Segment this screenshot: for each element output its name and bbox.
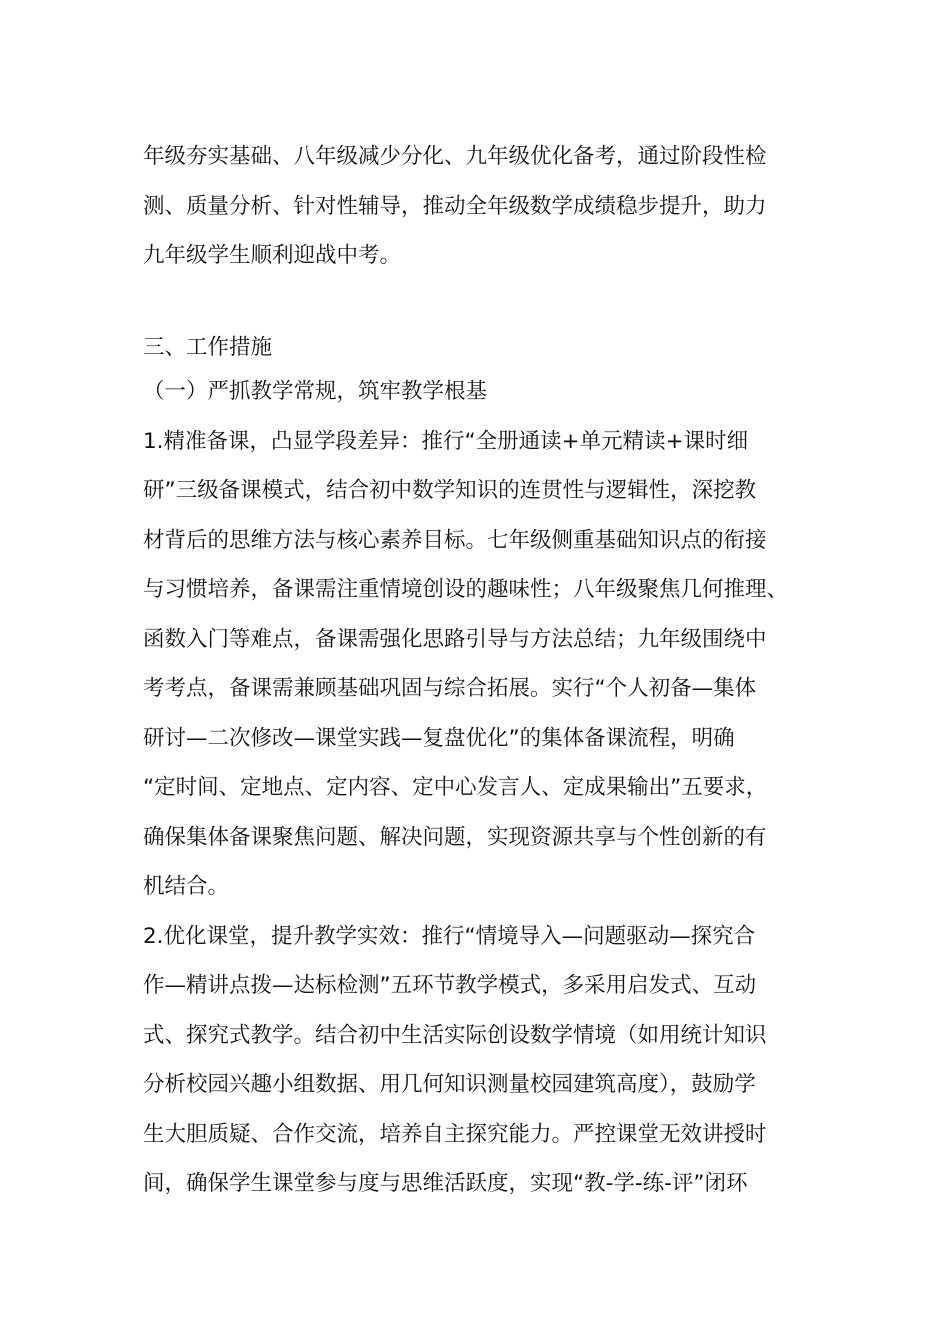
text-line: 函数入门等难点，备课需强化思路引导与方法总结；九年级围绕中 bbox=[143, 626, 767, 652]
text-line: 研讨—二次修改—课堂实践—复盘优化”的集体备课流程，明确 bbox=[143, 725, 735, 751]
text-line: 式、探究式教学。结合初中生活实际创设数学情境（如用统计知识 bbox=[143, 1022, 767, 1048]
intro-paragraph bbox=[143, 132, 815, 281]
text-line: 间，确保学生课堂参与度与思维活跃度，实现“教-学-练-评”闭环 bbox=[143, 1171, 748, 1196]
text-line: 作—精讲点拨—达标检测”五环节教学模式，多采用启发式、互动 bbox=[143, 973, 757, 998]
section-heading: 三、工作措施 bbox=[143, 334, 273, 360]
text-line: 测、质量分析、针对性辅导，推动全年级数学成绩稳步提升，助力 bbox=[143, 193, 767, 219]
text-line: 与习惯培养，备课需注重情境创设的趣味性；八年级聚焦几何推理、 bbox=[143, 577, 789, 602]
text-line: “定时间、定地点、定内容、定中心发言人、定成果输出”五要求， bbox=[143, 775, 768, 800]
text-line: 1.精准备课，凸显学段差异：推行“全册通读+单元精读+课时细 bbox=[143, 428, 749, 454]
text-line: 年级夯实基础、八年级减少分化、九年级优化备考，通过阶段性检 bbox=[143, 144, 767, 169]
text-line: 研”三级备课模式，结合初中数学知识的连贯性与逻辑性，深挖教 bbox=[143, 478, 757, 503]
text-line: 生大胆质疑、合作交流，培养自主探究能力。严控课堂无效讲授时 bbox=[143, 1121, 767, 1147]
section-subheading: （一）严抓教学常规，筑牢教学根基 bbox=[143, 378, 488, 404]
text-line: 2.优化课堂，提升教学实效：推行“情境导入—问题驱动—探究合 bbox=[143, 923, 756, 949]
text-line: 分析校园兴趣小组数据、用几何知识测量校园建筑高度），鼓励学 bbox=[143, 1072, 756, 1097]
text-line: 机结合。 bbox=[143, 874, 230, 899]
text-line: 考考点，备课需兼顾基础巩固与综合拓展。实行“个人初备—集体 bbox=[143, 676, 757, 701]
text-line: 材背后的思维方法与核心素养目标。七年级侧重基础知识点的衔接 bbox=[143, 527, 767, 553]
document-body bbox=[143, 132, 815, 1209]
measure-item-1 bbox=[143, 417, 815, 912]
measure-item-2 bbox=[143, 912, 815, 1209]
text-line: 九年级学生顺利迎战中考。 bbox=[143, 243, 402, 268]
paragraph-spacer bbox=[143, 281, 815, 329]
text-line: 确保集体备课聚焦问题、解决问题，实现资源共享与个性创新的有 bbox=[143, 824, 767, 850]
